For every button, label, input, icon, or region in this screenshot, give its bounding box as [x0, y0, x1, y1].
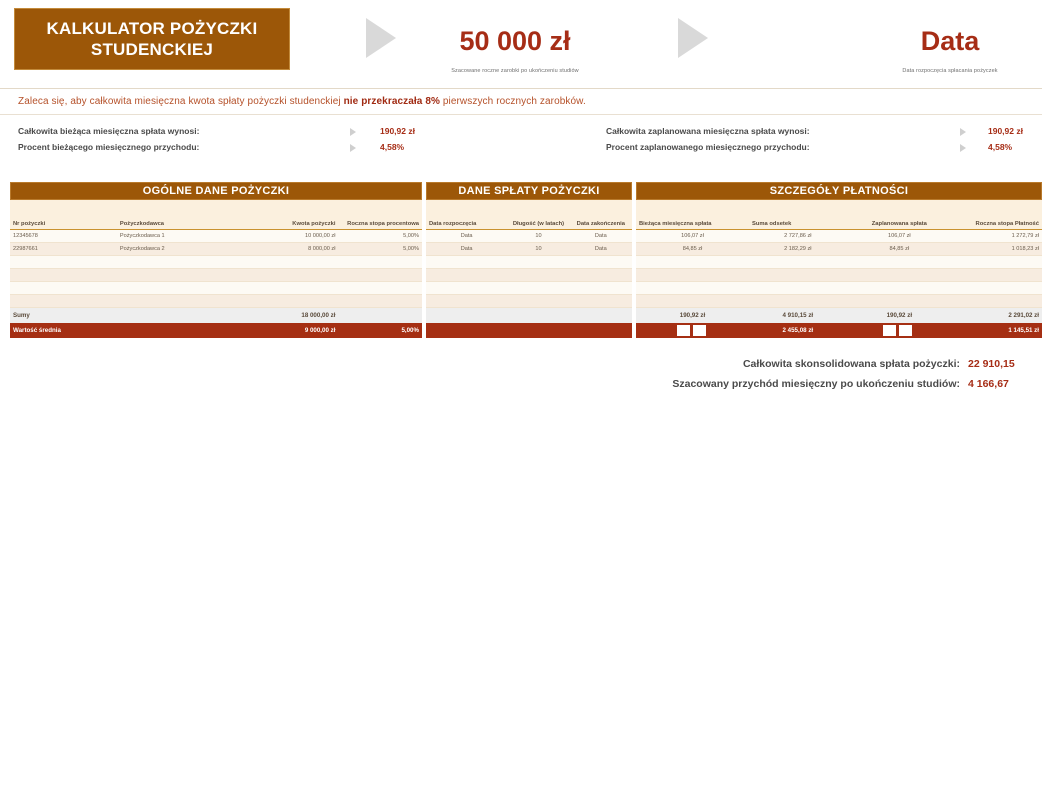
table-row[interactable]	[10, 243, 422, 256]
checkbox-placeholder[interactable]	[677, 325, 690, 336]
cell-end-date[interactable]: Data	[570, 230, 632, 243]
average-annual-rate: 5,00%	[338, 323, 422, 338]
cell-planned-payment[interactable]: 84,85 zł	[847, 243, 952, 256]
cell-start-date[interactable]: Data	[426, 243, 507, 256]
triangle-right-icon	[960, 128, 966, 136]
table-row-empty[interactable]	[426, 295, 632, 308]
average-row	[426, 323, 632, 338]
average-cell	[507, 323, 569, 338]
advisory-suffix: pierwszych rocznych zarobków.	[439, 96, 586, 107]
section-repayment-band: DANE SPŁATY POŻYCZKI	[426, 182, 632, 200]
cell-total-interest[interactable]: 2 182,29 zł	[749, 243, 847, 256]
monthly-income-label: Szacowany przychód miesięczny po ukończeniu studiów:	[672, 378, 960, 390]
table-row-empty[interactable]	[10, 256, 422, 269]
monthly-income-value: 4 166,67	[968, 378, 1009, 390]
cell-lender[interactable]: Pożyczkodawca 2	[117, 243, 239, 256]
consolidated-repayment-label: Całkowita skonsolidowana spłata pożyczki:	[742, 358, 960, 370]
section-general-band: OGÓLNE DANE POŻYCZKI	[10, 182, 422, 200]
col-start-date: Data rozpoczęcia	[426, 200, 507, 230]
totals-planned-payment: 190,92 zł	[847, 308, 952, 324]
totals-cell	[117, 308, 239, 324]
average-row	[10, 323, 422, 338]
page-title	[14, 8, 290, 70]
summary-planned-percent-label: Procent zaplanowanego miesięcznego przychodu:	[606, 142, 810, 152]
col-annual-rate: Roczna stopa procentowa	[338, 200, 422, 230]
summary-current-payment-value: 190,92 zł	[380, 126, 415, 136]
checkbox-placeholder[interactable]	[899, 325, 912, 336]
table-row[interactable]	[636, 243, 1042, 256]
col-total-interest: Suma odsetek	[749, 200, 847, 230]
totals-current-monthly-payment: 190,92 zł	[636, 308, 749, 324]
cell-annual-rate-payment[interactable]: 1 018,23 zł	[952, 243, 1042, 256]
section-payment-details	[636, 182, 1042, 338]
table-row-empty[interactable]	[426, 269, 632, 282]
totals-row	[426, 308, 632, 324]
totals-loan-amount: 18 000,00 zł	[239, 308, 338, 324]
table-row-empty[interactable]	[636, 256, 1042, 269]
triangle-right-icon	[350, 128, 356, 136]
average-loan-amount: 9 000,00 zł	[239, 323, 338, 338]
table-row-empty[interactable]	[10, 295, 422, 308]
table-row[interactable]	[636, 230, 1042, 243]
table-row[interactable]	[426, 243, 632, 256]
cell-term-years[interactable]: 10	[507, 230, 569, 243]
checkbox-placeholder[interactable]	[883, 325, 896, 336]
cell-loan-number[interactable]: 12345678	[10, 230, 117, 243]
table-row[interactable]	[10, 230, 422, 243]
average-current-monthly-payment	[636, 323, 749, 338]
checkbox-placeholder[interactable]	[693, 325, 706, 336]
cell-loan-amount[interactable]: 10 000,00 zł	[239, 230, 338, 243]
cell-planned-payment[interactable]: 106,07 zł	[847, 230, 952, 243]
average-planned-payment	[847, 323, 952, 338]
cell-total-interest[interactable]: 2 727,86 zł	[749, 230, 847, 243]
totals-total-interest: 4 910,15 zł	[749, 308, 847, 324]
triangle-right-icon	[960, 144, 966, 152]
triangle-right-icon	[366, 18, 396, 58]
col-current-monthly-payment: Bieżąca miesięczna spłata	[636, 200, 749, 230]
cell-lender[interactable]: Pożyczkodawca 1	[117, 230, 239, 243]
cell-start-date[interactable]: Data	[426, 230, 507, 243]
repayment-start-date-caption: Data rozpoczęcia spłacania pożyczek	[902, 68, 998, 74]
page-title-line2: STUDENCKIEJ	[90, 40, 214, 59]
col-annual-rate-payment: Roczna stopa Płatność	[952, 200, 1042, 230]
triangle-right-icon	[350, 144, 356, 152]
cell-annual-rate[interactable]: 5,00%	[338, 230, 422, 243]
summary-current-payment-label: Całkowita bieżąca miesięczna spłata wynosi:	[18, 126, 200, 136]
header-divider	[0, 88, 1042, 89]
payment-details-table	[636, 200, 1042, 338]
table-row-empty[interactable]	[636, 282, 1042, 295]
estimated-salary-caption: Szacowane roczne zarobki po ukończeniu studiów	[451, 68, 579, 74]
cell-end-date[interactable]: Data	[570, 243, 632, 256]
advisory-emphasis: nie przekraczała 8%	[343, 96, 440, 107]
cell-annual-rate-payment[interactable]: 1 272,79 zł	[952, 230, 1042, 243]
cell-loan-amount[interactable]: 8 000,00 zł	[239, 243, 338, 256]
average-cell	[426, 323, 507, 338]
table-row-empty[interactable]	[426, 256, 632, 269]
summary-current-percent-label: Procent bieżącego miesięcznego przychodu:	[18, 142, 200, 152]
summary-planned-payment-label: Całkowita zaplanowana miesięczna spłata wynosi:	[606, 126, 810, 136]
general-loan-table	[10, 200, 422, 338]
advisory-note	[18, 96, 1018, 107]
cell-current-monthly-payment[interactable]: 106,07 zł	[636, 230, 749, 243]
col-loan-number: Nr pożyczki	[10, 200, 117, 230]
repayment-table	[426, 200, 632, 338]
col-planned-payment: Zaplanowana spłata	[847, 200, 952, 230]
totals-row	[10, 308, 422, 324]
col-term-years: Długość (w latach)	[507, 200, 569, 230]
totals-row	[636, 308, 1042, 324]
table-row-empty[interactable]	[10, 269, 422, 282]
page-title-line1: KALKULATOR POŻYCZKI	[46, 19, 258, 38]
estimated-salary-value[interactable]: 50 000 zł	[459, 26, 571, 56]
totals-label: Sumy	[10, 308, 117, 324]
table-row-empty[interactable]	[10, 282, 422, 295]
average-row	[636, 323, 1042, 338]
cell-term-years[interactable]: 10	[507, 243, 569, 256]
table-row-empty[interactable]	[636, 269, 1042, 282]
table-header-row	[636, 200, 1042, 230]
summary-planned-payment-value: 190,92 zł	[988, 126, 1023, 136]
average-total-interest: 2 455,08 zł	[749, 323, 847, 338]
section-repayment-data	[426, 182, 632, 338]
section-general-loan-data	[10, 182, 422, 338]
average-label: Wartość średnia	[10, 323, 117, 338]
col-lender: Pożyczkodawca	[117, 200, 239, 230]
totals-cell	[570, 308, 632, 324]
table-row[interactable]	[426, 230, 632, 243]
summary-planned-percent-value: 4,58%	[988, 142, 1013, 152]
totals-cell	[426, 308, 507, 324]
average-cell	[570, 323, 632, 338]
page-header	[0, 0, 1042, 86]
col-loan-amount: Kwota pożyczki	[239, 200, 338, 230]
summary-current-percent-value: 4,58%	[380, 142, 405, 152]
triangle-right-icon	[678, 18, 708, 58]
consolidated-repayment-value: 22 910,15	[968, 358, 1015, 370]
cell-loan-number[interactable]: 22987661	[10, 243, 117, 256]
table-row-empty[interactable]	[636, 295, 1042, 308]
col-end-date: Data zakończenia	[570, 200, 632, 230]
advisory-prefix: Zaleca się, aby całkowita miesięczna kwota spłaty pożyczki studenckiej	[18, 96, 344, 107]
cell-annual-rate[interactable]: 5,00%	[338, 243, 422, 256]
average-cell	[117, 323, 239, 338]
section-payment-band: SZCZEGÓŁY PŁATNOŚCI	[636, 182, 1042, 200]
totals-annual-rate-payment: 2 291,02 zł	[952, 308, 1042, 324]
totals-cell	[507, 308, 569, 324]
cell-current-monthly-payment[interactable]: 84,85 zł	[636, 243, 749, 256]
table-row-empty[interactable]	[426, 282, 632, 295]
totals-annual-rate	[338, 308, 422, 324]
average-annual-rate-payment: 1 145,51 zł	[952, 323, 1042, 338]
table-header-row	[426, 200, 632, 230]
table-header-row	[10, 200, 422, 230]
repayment-start-date-value[interactable]: Data	[920, 26, 980, 56]
advisory-divider	[0, 114, 1042, 115]
